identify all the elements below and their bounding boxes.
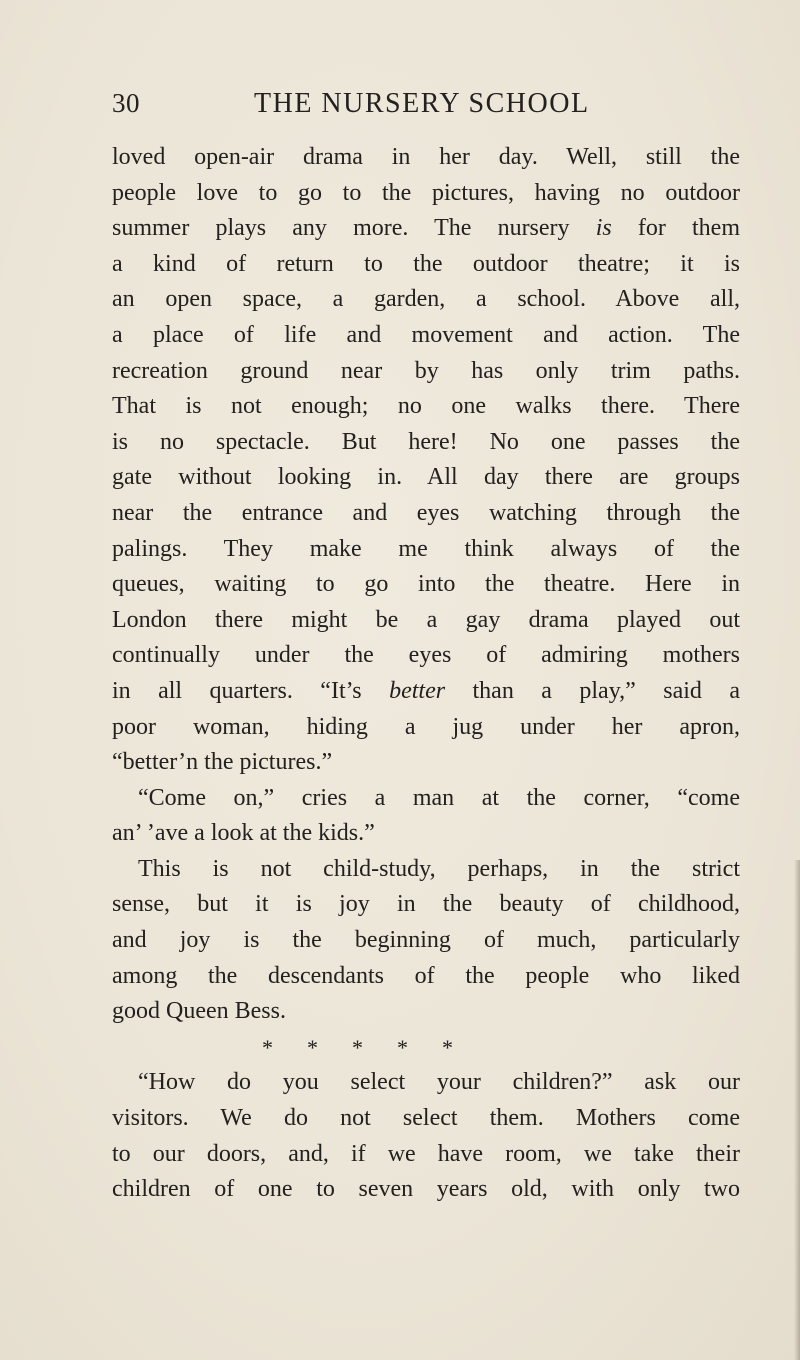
section-separator [112, 1030, 740, 1066]
italic-word: better [389, 677, 446, 704]
running-head: THE NURSERY SCHOOL [254, 88, 590, 119]
text-line: This is not child-study, perhaps, in the strict [138, 855, 740, 882]
text-line: people love to go to the pictures, having no outdoor [112, 179, 740, 206]
asterisk: * [397, 1034, 408, 1060]
text-line: summer plays any more. The nursery is for them [112, 215, 740, 242]
text-line: an open space, a garden, a school. Above all, [112, 286, 740, 313]
page-edge-shadow [794, 860, 800, 1360]
text-line: recreation ground near by has only trim paths. [112, 357, 740, 384]
text-line: sense, but it is joy in the beauty of childhood, [112, 891, 740, 918]
asterisk: * [307, 1034, 318, 1060]
text-line: “How do you select your children?” ask our [138, 1069, 740, 1096]
text-line: among the descendants of the people who liked [112, 962, 740, 989]
text-line: good Queen Bess. [112, 998, 286, 1025]
text-line: loved open-air drama in her day. Well, still the [112, 144, 740, 170]
text-line: children of one to seven years old, with only two [112, 1176, 740, 1203]
asterisk: * [442, 1034, 453, 1060]
text-line: queues, waiting to go into the theatre. Here in [112, 571, 740, 598]
text-line: poor woman, hiding a jug under her apron, [112, 713, 740, 740]
text-line: visitors. We do not select them. Mothers come [112, 1105, 740, 1132]
page-header [112, 88, 737, 128]
text-line: to our doors, and, if we have room, we take their [112, 1140, 740, 1167]
text-line: continually under the eyes of admiring mothers [112, 642, 740, 669]
text-line: That is not enough; no one walks there. There [112, 393, 740, 420]
text-line: London there might be a gay drama played out [112, 606, 740, 633]
text-line: and joy is the beginning of much, particularly [112, 927, 740, 954]
text-line: is no spectacle. But here! No one passes the [112, 428, 740, 455]
text-line: near the entrance and eyes watching through the [112, 499, 740, 526]
text-line: gate without looking in. All day there are groups [112, 464, 740, 491]
text-line: a place of life and movement and action. The [112, 321, 740, 348]
text-line: in all quarters. “It’s better than a play,” said a [112, 677, 741, 704]
text-line: a kind of return to the outdoor theatre; it is [112, 250, 740, 277]
italic-word: is [595, 215, 612, 242]
text-line: palings. They make me think always of the [112, 535, 740, 562]
text-line: “Come on,” cries a man at the corner, “come [138, 784, 740, 811]
text-line: an’ ’ave a look at the kids.” [112, 820, 375, 847]
text-line: “better’n the pictures.” [112, 749, 333, 776]
asterisk: * [352, 1034, 363, 1060]
asterisk: * [262, 1034, 273, 1060]
page-number: 30 [112, 88, 140, 118]
body-text [112, 140, 740, 1208]
